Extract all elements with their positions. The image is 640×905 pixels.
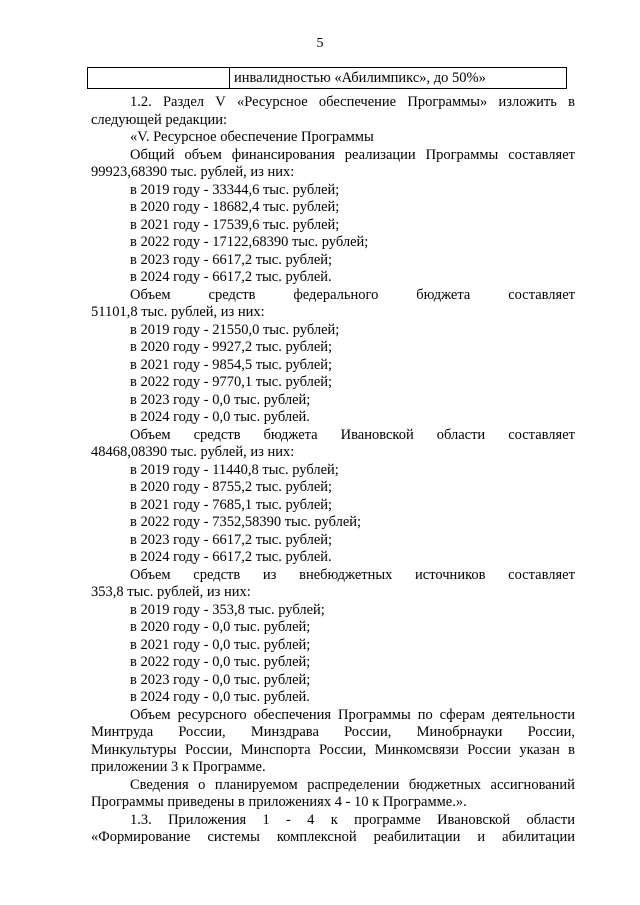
- year-allocation: в 2024 году - 0,0 тыс. рублей.: [130, 409, 310, 425]
- word: обеспечение: [318, 94, 397, 110]
- planned-line-2: Программы приведены в приложениях 4 - 10 к Программе.».: [91, 794, 467, 810]
- word: о: [198, 776, 206, 793]
- word: «Ресурсное: [236, 94, 308, 110]
- word: источников: [415, 566, 486, 583]
- word: реализации: [344, 146, 416, 163]
- word: Минспорта: [240, 741, 311, 758]
- year-allocation: в 2020 году - 9927,2 тыс. рублей;: [130, 339, 333, 355]
- word: области: [526, 811, 575, 828]
- word: России,: [344, 724, 392, 740]
- word: Объем: [130, 286, 171, 303]
- extrabudget-years-list: [91, 602, 575, 707]
- word: абилитации: [502, 829, 575, 845]
- year-allocation: в 2023 году - 6617,2 тыс. рублей;: [130, 251, 333, 268]
- word: федерального: [293, 286, 379, 303]
- year-allocation: в 2022 году - 7352,58390 тыс. рублей;: [130, 514, 362, 530]
- year-allocation: в 2023 году - 0,0 тыс. рублей;: [130, 671, 311, 688]
- word: средств: [193, 566, 241, 583]
- word: программе: [354, 811, 421, 828]
- word: Программы: [425, 146, 499, 163]
- word: распределении: [307, 776, 400, 793]
- table-cell-left: [88, 68, 230, 89]
- year-allocation: в 2023 году - 0,0 тыс. рублей;: [130, 391, 311, 408]
- section-1-2-line: [91, 94, 575, 112]
- word: Приложения: [168, 811, 247, 828]
- spheres-line-4: приложении 3 к Программе.: [91, 759, 266, 775]
- planned-line-1: [91, 777, 575, 795]
- word: обеспечения: [253, 706, 332, 723]
- word: Объем: [130, 566, 171, 583]
- word: внебюджетных: [299, 566, 393, 583]
- year-allocation: в 2020 году - 0,0 тыс. рублей;: [130, 619, 311, 635]
- word: средств: [208, 286, 256, 303]
- word: ассигнований: [490, 776, 575, 793]
- word: ресурсного: [177, 706, 247, 723]
- spheres-line-1: [91, 707, 575, 725]
- section-heading: «V. Ресурсное обеспечение Программы: [130, 129, 374, 145]
- year-allocation: в 2022 году - 0,0 тыс. рублей;: [130, 654, 311, 670]
- word: бюджета: [416, 286, 471, 303]
- regional-funding-line: [91, 427, 575, 445]
- section-1-3-line: [91, 812, 575, 830]
- document-body: [91, 94, 575, 847]
- word: Раздел: [162, 94, 204, 110]
- word: Объем: [130, 426, 171, 443]
- word: Минобрнауки: [416, 724, 503, 740]
- federal-years-list: [91, 322, 575, 427]
- word: Ивановской: [437, 811, 511, 828]
- word: России: [467, 741, 511, 758]
- word: 1.2.: [130, 94, 152, 110]
- word: по: [417, 706, 433, 723]
- word: 1.3.: [130, 811, 152, 828]
- year-allocation: в 2024 году - 6617,2 тыс. рублей.: [130, 269, 332, 285]
- word: Минкультуры: [91, 741, 177, 758]
- year-allocation: в 2019 году - 21550,0 тыс. рублей;: [130, 321, 340, 338]
- word: -: [286, 811, 291, 828]
- year-allocation: в 2021 году - 7685,1 тыс. рублей;: [130, 496, 333, 513]
- word: Объем: [130, 706, 171, 723]
- word: объем: [184, 146, 222, 163]
- year-allocation: в 2024 году - 6617,2 тыс. рублей.: [130, 549, 332, 565]
- table-cell-right: инвалидностью «Абилимпикс», до 50%»: [230, 68, 567, 89]
- word: к: [330, 811, 338, 828]
- year-allocation: в 2023 году - 6617,2 тыс. рублей;: [130, 531, 333, 548]
- total-funding-line: [91, 147, 575, 165]
- word: финансирования: [231, 146, 335, 163]
- word: Общий: [130, 146, 175, 163]
- word: Программы: [338, 706, 411, 723]
- word: и: [477, 829, 486, 845]
- word: Минтруда: [91, 724, 154, 740]
- word: 1: [262, 811, 270, 828]
- word: планируемом: [214, 776, 298, 793]
- year-allocation: в 2021 году - 0,0 тыс. рублей;: [130, 636, 311, 653]
- total-years-list: [91, 182, 575, 287]
- regional-funding-amount: 48468,08390 тыс. рублей, из них:: [91, 444, 295, 460]
- table-row: [88, 68, 567, 89]
- extrabudget-funding-line: [91, 567, 575, 585]
- word: составляет: [508, 286, 575, 303]
- federal-funding-amount: 51101,8 тыс. рублей, из них:: [91, 304, 265, 320]
- word: в: [568, 741, 575, 758]
- word: из: [262, 566, 277, 583]
- word: Минкомсвязи: [374, 741, 459, 758]
- spheres-line-3: [91, 742, 575, 760]
- word: V: [215, 94, 226, 110]
- page-number: 5: [316, 36, 324, 51]
- word: средств: [193, 426, 241, 443]
- extrabudget-funding-amount: 353,8 тыс. рублей, из них:: [91, 584, 251, 600]
- year-allocation: в 2024 году - 0,0 тыс. рублей.: [130, 689, 310, 705]
- word: России,: [318, 741, 367, 758]
- word: России,: [527, 724, 575, 740]
- word: составляет: [508, 146, 575, 163]
- word: Минздрава: [250, 724, 319, 740]
- word: сферам: [439, 706, 485, 723]
- year-allocation: в 2021 году - 9854,5 тыс. рублей;: [130, 356, 333, 373]
- year-allocation: в 2021 году - 17539,6 тыс. рублей;: [130, 216, 340, 233]
- section-1-2-line-2: следующей редакции:: [91, 111, 228, 128]
- word: Сведения: [130, 776, 189, 793]
- year-allocation: в 2022 году - 9770,1 тыс. рублей;: [130, 374, 333, 390]
- word: изложить: [498, 94, 557, 110]
- word: бюджета: [263, 426, 318, 443]
- word: «Формирование: [91, 829, 191, 845]
- word: Программы»: [407, 94, 488, 110]
- word: России,: [178, 724, 226, 740]
- word: деятельности: [491, 706, 575, 723]
- year-allocation: в 2019 году - 11440,8 тыс. рублей;: [130, 461, 339, 478]
- word: области: [436, 426, 486, 443]
- spheres-line-2: [91, 724, 575, 742]
- year-allocation: в 2019 году - 33344,6 тыс. рублей;: [130, 181, 340, 198]
- word: составляет: [508, 566, 575, 583]
- section-1-3-line-2: [91, 829, 575, 847]
- year-allocation: в 2020 году - 8755,2 тыс. рублей;: [130, 479, 333, 495]
- word: в: [568, 94, 575, 110]
- federal-funding-line: [91, 287, 575, 305]
- word: реабилитации: [373, 829, 461, 845]
- continuation-table: [87, 67, 567, 89]
- word: указан: [519, 741, 560, 758]
- word: Ивановской: [340, 426, 414, 443]
- year-allocation: в 2019 году - 353,8 тыс. рублей;: [130, 601, 325, 618]
- word: России,: [184, 741, 233, 758]
- year-allocation: в 2020 году - 18682,4 тыс. рублей;: [130, 199, 340, 215]
- year-allocation: в 2022 году - 17122,68390 тыс. рублей;: [130, 234, 369, 250]
- word: системы: [207, 829, 260, 845]
- word: бюджетных: [408, 776, 482, 793]
- total-funding-amount: 99923,68390 тыс. рублей, из них:: [91, 164, 295, 180]
- word: 4: [307, 811, 315, 828]
- regional-years-list: [91, 462, 575, 567]
- word: комплексной: [276, 829, 357, 845]
- word: составляет: [508, 426, 575, 443]
